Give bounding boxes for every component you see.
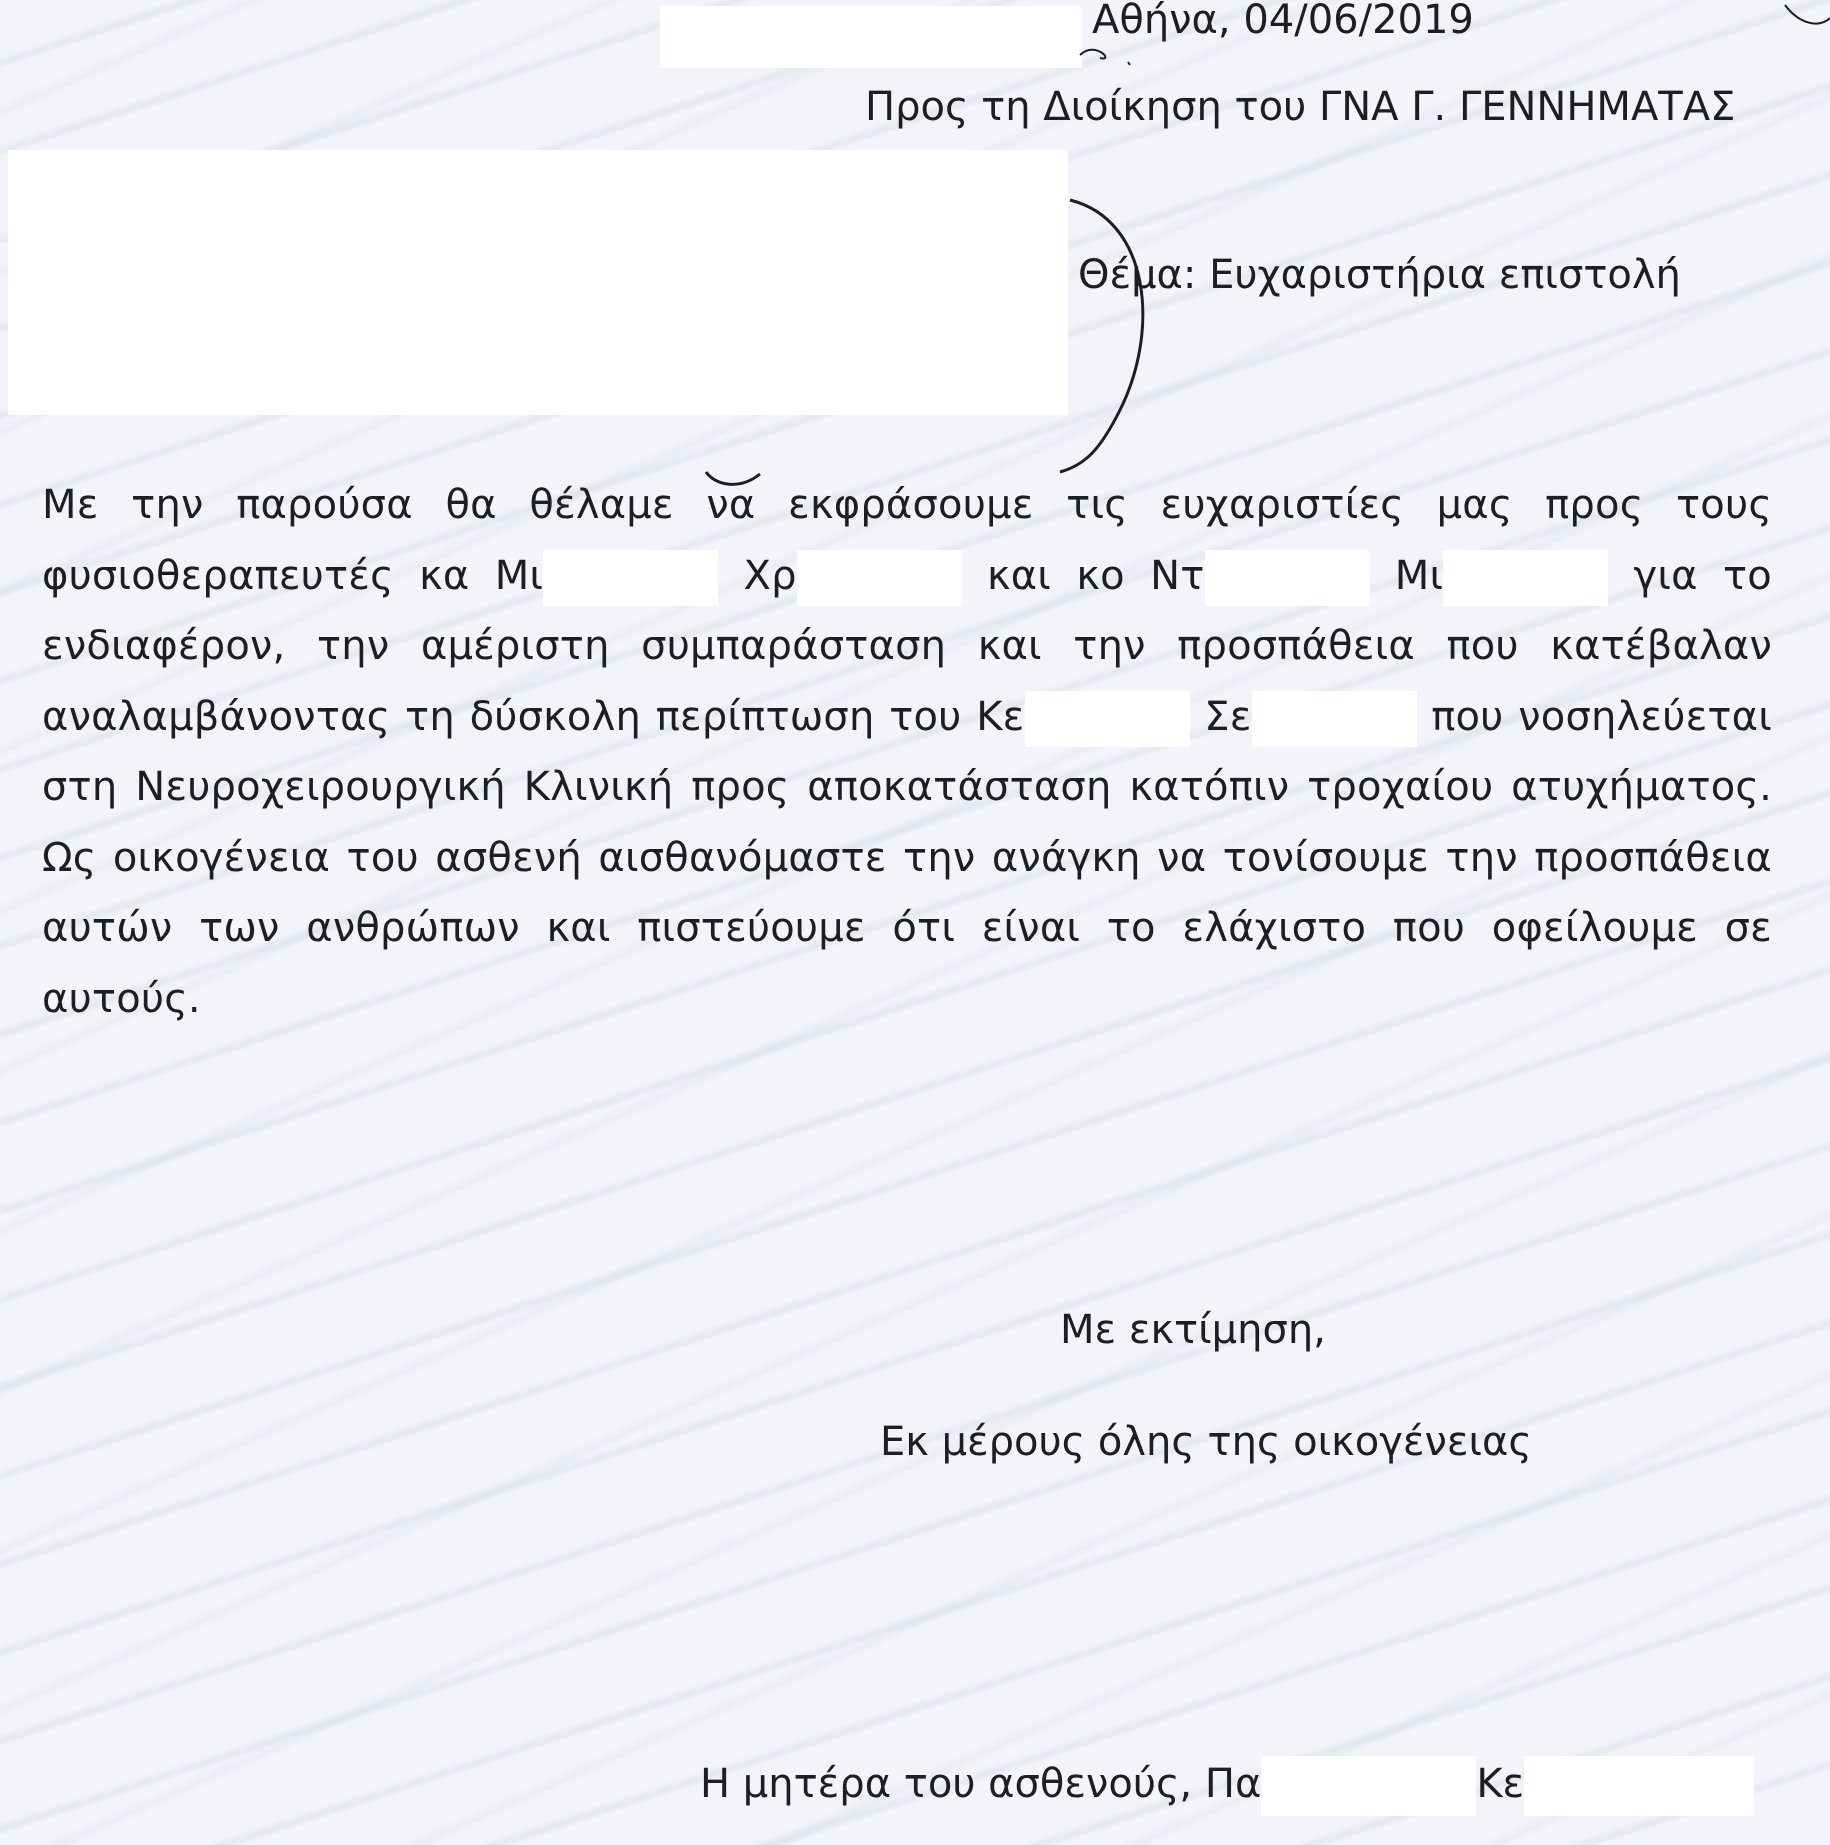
redacted-signature-name-2 (1524, 1756, 1754, 1816)
signature-surname-initial: Κε (1476, 1761, 1525, 1807)
on-behalf-line: Εκ μέρους όλης της οικογένειας (880, 1419, 1532, 1465)
letter-body (42, 470, 1772, 1034)
pen-arc (1060, 200, 1143, 472)
body-text-2: και κο (961, 552, 1151, 599)
signature-prefix: Η μητέρα του ασθενούς, Πα (700, 1761, 1262, 1807)
redacted-name-3 (1205, 550, 1370, 606)
body-text-3: για το ενδιαφέρον, την αμέριστη συμπαράσταση και την προσπάθεια που κατέβαλαν αναλαμβάνοντας τη δύσκολη περίπτωση του (42, 552, 1772, 740)
redacted-name-4 (1443, 550, 1608, 606)
partial-name-3: Ντ (1150, 552, 1205, 599)
date-line: Αθήνα, 04/06/2019 (1092, 0, 1474, 43)
redacted-name-6 (1252, 691, 1417, 747)
redacted-name-2 (797, 550, 962, 606)
partial-name-5: Κε (976, 693, 1025, 740)
signature-line (700, 1756, 1754, 1816)
subject-line: Θέμα: Ευχαριστήρια επιστολή (1078, 252, 1681, 298)
closing-line: Με εκτίμηση, (1060, 1307, 1326, 1353)
pen-mark-top (1080, 50, 1130, 65)
body-paragraph (42, 470, 1772, 1034)
partial-name-2: Χρ (743, 552, 797, 599)
redacted-name-5 (1025, 691, 1190, 747)
partial-name-6: Σε (1204, 693, 1252, 740)
body-text-4: που νοσηλεύεται στη Νευροχειρουργική Κλινική προς αποκατάσταση κατόπιν τροχαίου ατυχήματος. Ως οικογένεια του ασθενή αισθανόμαστε την ανάγκη να τονίσουμε την προσπάθεια αυτών των ανθρώπων και πιστεύουμε ότι είναι το ελάχιστο που οφείλουμε σε αυτούς. (42, 693, 1772, 1022)
pen-mark-corner (1785, 5, 1830, 24)
redacted-name-1 (543, 550, 718, 606)
partial-name-4: Μι (1394, 552, 1444, 599)
recipient-line: Προς τη Διοίκηση του ΓΝΑ Γ. ΓΕΝΝΗΜΑΤΑΣ (865, 84, 1736, 130)
redacted-signature-name-1 (1261, 1756, 1476, 1816)
body-text-1: Με την παρούσα θα θέλαμε να εκφράσουμε τις ευχαριστίες μας προς τους φυσιοθεραπευτές κα (42, 482, 1772, 599)
partial-name-1: Μι (494, 552, 544, 599)
